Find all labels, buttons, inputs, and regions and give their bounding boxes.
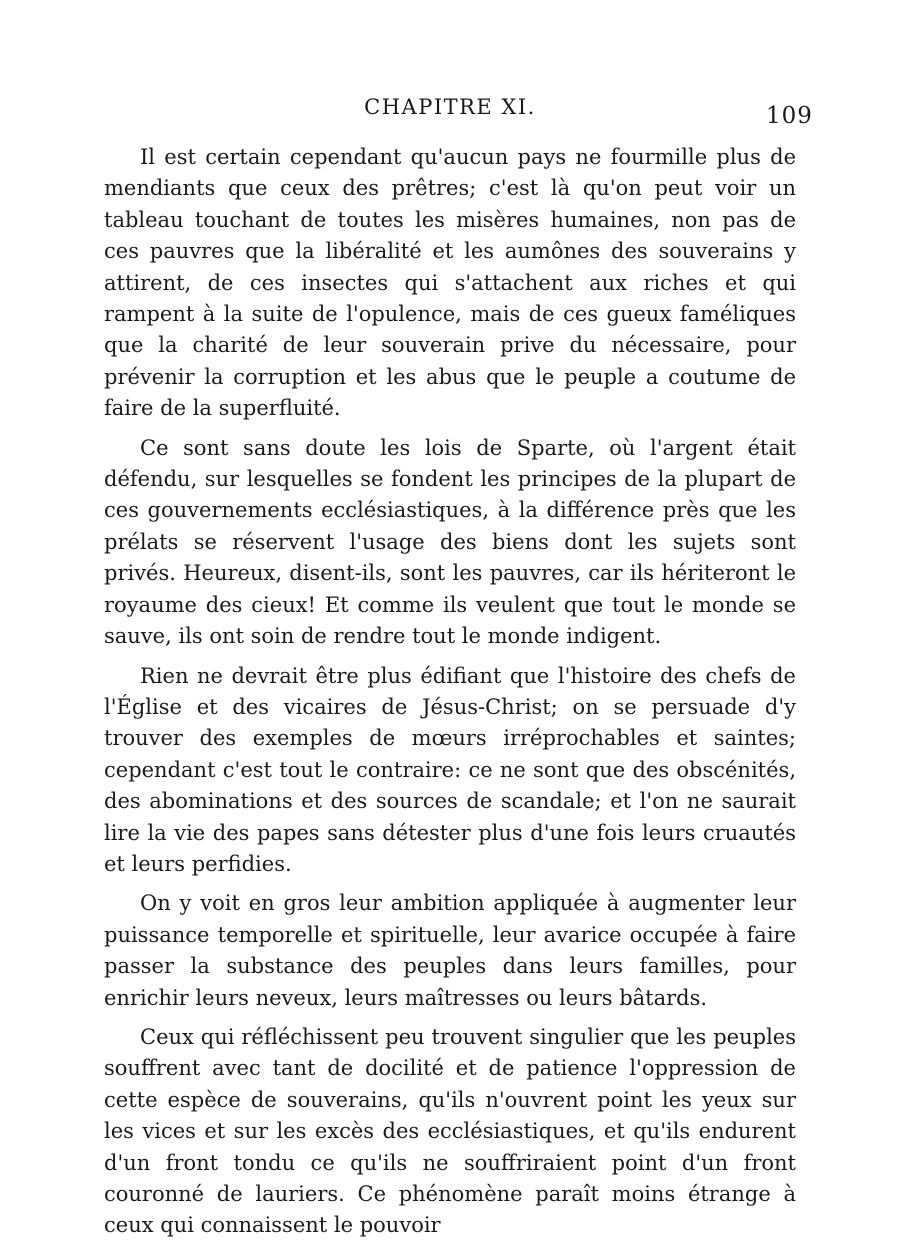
paragraph: Il est certain cependant qu'aucun pays ne fourmille plus de mendiants que ceux des prêtres; c'est là qu'on peut voir un tableau touchant de toutes les misères humaines, non pas de ces pauvres que la libéralité et les aumônes des souverains y attirent, de ces insectes qui s'attachent aux riches et qui rampent à la suite de l'opulence, mais de ces gueux faméliques que la charité de leur souverain prive du nécessaire, pour prévenir la corruption et les abus que le peuple a coutume de faire de la superfluité.: [104, 145, 796, 421]
paragraph: On y voit en gros leur ambition appliquée à augmenter leur puissance temporelle et spirituelle, leur avarice occupée à faire passer la substance des peuples dans leurs familles, pour enrichir leurs neveux, leurs maîtresses ou leurs bâtards.: [104, 891, 796, 1010]
paragraph: Ce sont sans doute les lois de Sparte, où l'argent était défendu, sur lesquelles se fondent les principes de la plupart de ces gouvernements ecclésiastiques, à la différence près que les prélats se réservent l'usage des biens dont les sujets sont privés. Heureux, disent-ils, sont les pauvres, car ils hériteront le royaume des cieux! Et comme ils veulent que tout le monde se sauve, ils ont soin de rendre tout le monde indigent.: [104, 435, 796, 649]
paragraph: Ceux qui réfléchissent peu trouvent singulier que les peuples souffrent avec tant de docilité et de patience l'oppression de cette espèce de souverains, qu'ils n'ouvrent point les yeux sur les vices et sur les excès des ecclésiastiques, et qu'ils endurent d'un front tondu ce qu'ils ne souffriraient point d'un front couronné de lauriers. Ce phénomène paraît moins étrange à ceux qui connaissent le pouvoir: [104, 1024, 796, 1238]
page-number: 109: [766, 103, 813, 129]
chapter-heading: CHAPITRE XI.: [364, 95, 536, 119]
body-text: [104, 142, 796, 1242]
paragraph: Rien ne devrait être plus édifiant que l'histoire des chefs de l'Église et des vicaires de Jésus-Christ; on se persuade d'y trouver des exemples de mœurs irréprochables et saintes; cependant c'est tout le contraire: ce ne sont que des obscénités, des abominations et des sources de scandale; et l'on ne saurait lire la vie des papes sans détester plus d'une fois leurs cruautés et leurs perfidies.: [104, 663, 796, 876]
